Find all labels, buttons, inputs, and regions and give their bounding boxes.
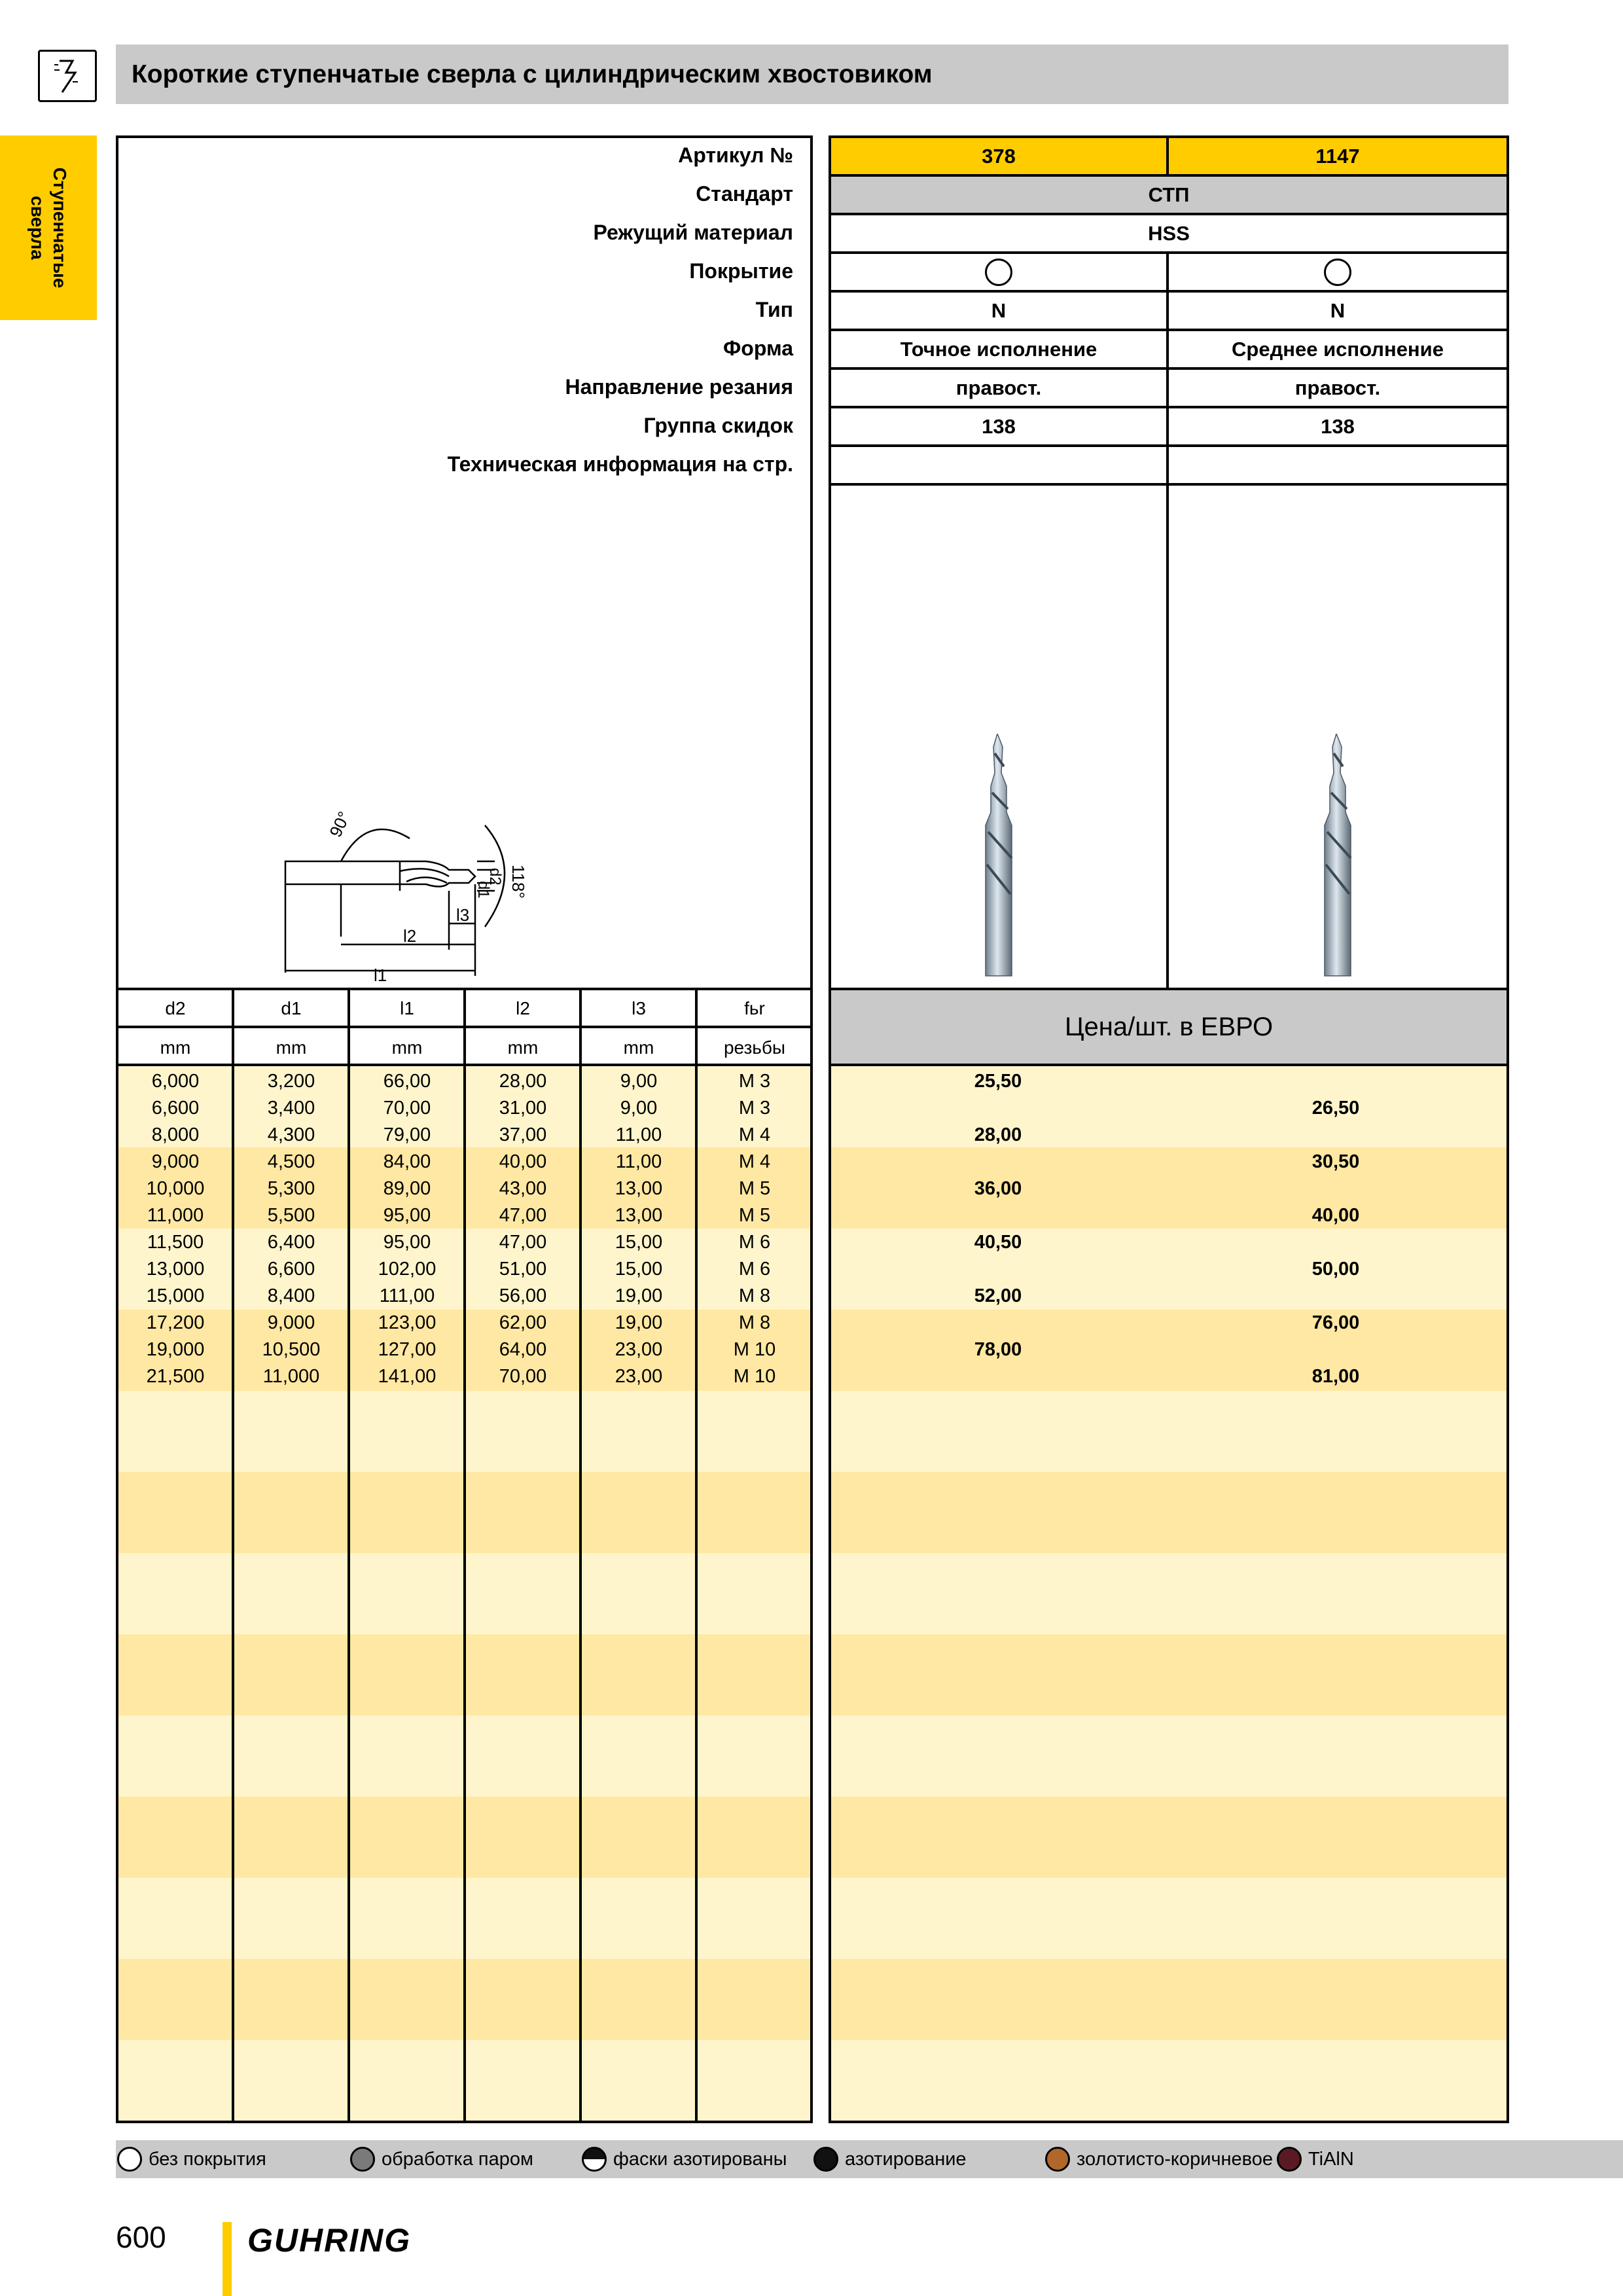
- cell-d1: 4,500: [267, 1151, 315, 1172]
- cell-d1: 6,400: [267, 1232, 315, 1253]
- cell-l3: 15,00: [615, 1259, 663, 1280]
- cell-d2: 13,000: [146, 1259, 205, 1280]
- cell-d2: 19,000: [146, 1339, 205, 1360]
- stripe: [831, 1715, 1507, 1797]
- section-tab-line2: сверла: [27, 196, 48, 260]
- stripe: [831, 1553, 1507, 1634]
- form-378: Точное исполнение: [900, 337, 1097, 361]
- col-l3: l3: [632, 998, 646, 1018]
- stripe: [831, 2040, 1507, 2121]
- cell-d1: 5,300: [267, 1178, 315, 1199]
- tech-info-row: [831, 447, 1507, 486]
- uncoated-circle-icon: [985, 259, 1012, 286]
- cell-d1: 3,400: [267, 1098, 315, 1119]
- col-d1: d1: [281, 998, 302, 1018]
- divider: [1166, 408, 1169, 447]
- spec-label-article: Артикул №: [678, 143, 793, 167]
- cell-d2: 6,600: [151, 1098, 200, 1119]
- drill-image-1147: [1311, 734, 1364, 982]
- cell-l2: 70,00: [499, 1366, 547, 1387]
- stripe: [831, 1878, 1507, 1959]
- steam-treated-icon: [350, 2147, 375, 2172]
- col-thread: fьr: [744, 998, 765, 1018]
- d2-label: d2: [486, 868, 504, 886]
- price-378-row3: 28,00: [974, 1124, 1022, 1145]
- cell-thread: M 10: [733, 1339, 776, 1360]
- cell-l2: 31,00: [499, 1098, 547, 1119]
- stripe: [118, 2121, 810, 2123]
- cell-d1: 4,300: [267, 1124, 315, 1145]
- material-value: HSS: [1148, 221, 1190, 245]
- spec-label-coating: Покрытие: [689, 259, 793, 283]
- table-row: [118, 1283, 810, 1310]
- l1-label: l1: [374, 965, 387, 985]
- standard-value: СТП: [1148, 183, 1190, 206]
- divider: [1166, 447, 1169, 486]
- spec-label-standard: Стандарт: [696, 182, 793, 206]
- cell-l3: 23,00: [615, 1366, 663, 1387]
- cell-l1: 84,00: [383, 1151, 431, 1172]
- legend-item: [1277, 2140, 1354, 2178]
- brand-wordmark: GUHRING: [247, 2222, 412, 2259]
- cell-d2: 8,000: [151, 1124, 200, 1145]
- table-row: [118, 1175, 810, 1202]
- unit-l3: mm: [623, 1037, 654, 1058]
- cell-l2: 47,00: [499, 1205, 547, 1226]
- price-1147-row8: 50,00: [1311, 1259, 1360, 1280]
- discount-378: 138: [982, 414, 1016, 438]
- direction-1147: правост.: [1294, 376, 1381, 399]
- cell-d1: 11,000: [262, 1366, 320, 1387]
- cell-l3: 11,00: [615, 1124, 662, 1145]
- table-row: [118, 1336, 810, 1363]
- section-tab-label: [26, 168, 71, 289]
- drill-image-378: [972, 734, 1025, 982]
- legend-label: TiAlN: [1308, 2148, 1354, 2170]
- col-l1: l1: [400, 998, 414, 1018]
- section-tab-line1: Ступенчатые: [50, 167, 70, 289]
- cell-d1: 3,200: [267, 1071, 315, 1092]
- legend-label: без покрытия: [149, 2148, 266, 2170]
- divider: [1166, 138, 1169, 177]
- cell-l3: 15,00: [615, 1232, 663, 1253]
- unit-d1: mm: [276, 1037, 307, 1058]
- direction-378: правост.: [955, 376, 1042, 399]
- stripe: [831, 1959, 1507, 2040]
- divider: [1166, 331, 1169, 370]
- legend-label: азотирование: [845, 2148, 967, 2170]
- cell-thread: M 4: [738, 1151, 771, 1172]
- gold-brown-icon: [1045, 2147, 1070, 2172]
- table-row: [118, 1229, 810, 1256]
- material-row: [831, 215, 1507, 254]
- cell-l3: 19,00: [615, 1312, 663, 1333]
- brand-logo-icon: [38, 50, 97, 102]
- cell-l1: 102,00: [378, 1259, 437, 1280]
- cell-d2: 11,500: [147, 1232, 204, 1253]
- table-row: [118, 1122, 810, 1149]
- cell-l1: 127,00: [378, 1339, 437, 1360]
- cell-thread: M 8: [738, 1285, 771, 1306]
- table-row: [118, 1149, 810, 1175]
- articles-panel: [829, 135, 1509, 2123]
- cell-thread: M 3: [738, 1098, 771, 1119]
- cell-l3: 13,00: [615, 1178, 663, 1199]
- table-row: [118, 1202, 810, 1229]
- cell-l1: 123,00: [378, 1312, 437, 1333]
- unit-thread: резьбы: [723, 1037, 786, 1058]
- cell-l2: 51,00: [499, 1259, 547, 1280]
- cell-l3: 9,00: [620, 1098, 658, 1119]
- cell-l2: 37,00: [499, 1124, 547, 1145]
- table-row: [118, 1068, 810, 1095]
- form-1147: Среднее исполнение: [1232, 337, 1444, 361]
- l2-label: l2: [403, 926, 417, 946]
- cell-l3: 19,00: [615, 1285, 663, 1306]
- legend-label: фаски азотированы: [613, 2148, 787, 2170]
- page-number: 600: [116, 2220, 166, 2254]
- table-row: [118, 1256, 810, 1283]
- cell-d2: 9,000: [151, 1151, 200, 1172]
- stripe: [831, 1797, 1507, 1878]
- price-378-row9: 52,00: [974, 1285, 1022, 1306]
- cell-l1: 89,00: [383, 1178, 431, 1199]
- type-1147: N: [1330, 298, 1346, 322]
- cell-l3: 23,00: [615, 1339, 663, 1360]
- divider: [1166, 293, 1169, 331]
- price-378-row1: 25,50: [974, 1071, 1022, 1092]
- article-1147[interactable]: 1147: [1315, 144, 1360, 168]
- tialn-icon: [1277, 2147, 1302, 2172]
- price-header-label: Цена/шт. в ЕВРО: [1064, 1013, 1274, 1041]
- uncoated-circle-icon: [1324, 259, 1351, 286]
- l3-label: l3: [456, 905, 470, 925]
- page-title: Короткие ступенчатые сверла с цилиндрическим хвостовиком: [132, 60, 933, 88]
- cell-l3: 9,00: [620, 1071, 658, 1092]
- coating-legend: [116, 2140, 1623, 2178]
- cell-l2: 64,00: [499, 1339, 547, 1360]
- dimensions-panel: [116, 135, 813, 2123]
- divider: [831, 988, 1507, 990]
- col-l2: l2: [516, 998, 530, 1018]
- cell-l2: 40,00: [499, 1151, 547, 1172]
- section-tab[interactable]: [0, 135, 97, 320]
- price-378-row5: 36,00: [974, 1178, 1022, 1199]
- spec-label-type: Тип: [755, 298, 793, 321]
- cell-d2: 6,000: [151, 1071, 200, 1092]
- type-row: [831, 293, 1507, 331]
- stripe: [831, 1634, 1507, 1715]
- spec-label-material: Режущий материал: [593, 221, 793, 244]
- cell-d2: 15,000: [146, 1285, 205, 1306]
- price-1147-row10: 76,00: [1311, 1312, 1360, 1333]
- spec-labels-area: [118, 138, 810, 990]
- unit-l1: mm: [391, 1037, 423, 1058]
- table-row: [118, 1095, 810, 1122]
- table-row: [118, 1310, 810, 1336]
- cell-d1: 9,000: [267, 1312, 315, 1333]
- divider: [1166, 370, 1169, 408]
- tech-info-378[interactable]: [831, 447, 1166, 483]
- cell-l2: 43,00: [499, 1178, 547, 1199]
- price-378-row7: 40,50: [974, 1232, 1022, 1253]
- cell-l1: 66,00: [383, 1071, 431, 1092]
- cell-l3: 11,00: [615, 1151, 662, 1172]
- drill-drawing: [269, 786, 635, 989]
- cell-l3: 13,00: [615, 1205, 663, 1226]
- cell-l2: 47,00: [499, 1232, 547, 1253]
- price-1147-row4: 30,50: [1311, 1151, 1360, 1172]
- price-1147-row2: 26,50: [1311, 1098, 1360, 1119]
- price-378-row11: 78,00: [974, 1339, 1022, 1360]
- cell-d2: 17,200: [146, 1312, 205, 1333]
- cell-thread: M 10: [733, 1366, 776, 1387]
- legend-item: [813, 2140, 967, 2178]
- divider: [1166, 486, 1169, 990]
- coating-row: [831, 254, 1507, 293]
- cell-d1: 8,400: [267, 1285, 315, 1306]
- cell-d1: 6,600: [267, 1259, 315, 1280]
- price-1147-row12: 81,00: [1311, 1366, 1360, 1387]
- angle-90-label: 90°: [325, 808, 355, 840]
- cell-thread: M 6: [738, 1232, 771, 1253]
- tech-info-1147[interactable]: [1169, 447, 1507, 483]
- discount-row: [831, 408, 1507, 447]
- nitrided-icon: [813, 2147, 838, 2172]
- stripe: [831, 2121, 1507, 2123]
- discount-1147: 138: [1321, 414, 1355, 438]
- cell-d2: 11,000: [147, 1205, 204, 1226]
- price-header: [831, 990, 1507, 1066]
- divider: [1166, 254, 1169, 293]
- angle-118-label: 118°: [508, 865, 528, 899]
- cell-l1: 141,00: [378, 1366, 437, 1387]
- cell-l2: 56,00: [499, 1285, 547, 1306]
- stripe: [831, 1472, 1507, 1553]
- spec-label-discount: Группа скидок: [643, 414, 793, 437]
- cell-d1: 5,500: [267, 1205, 315, 1226]
- cell-l1: 95,00: [383, 1232, 431, 1253]
- table-row: [118, 1363, 810, 1390]
- footer-accent-bar: [223, 2222, 232, 2296]
- stripe: [831, 1391, 1507, 1472]
- unit-l2: mm: [507, 1037, 539, 1058]
- form-row: [831, 331, 1507, 370]
- spec-label-tech-info: Техническая информация на стр.: [447, 452, 793, 476]
- type-378: N: [991, 298, 1007, 322]
- legend-label: золотисто-коричневое: [1077, 2148, 1273, 2170]
- article-number-row: [831, 138, 1507, 177]
- legend-item: [582, 2140, 787, 2178]
- cell-thread: M 8: [738, 1312, 771, 1333]
- article-378[interactable]: 378: [982, 144, 1016, 168]
- nitrided-chamfers-icon: [582, 2147, 607, 2172]
- uncoated-icon: [117, 2147, 142, 2172]
- d1-label: d1: [474, 881, 492, 899]
- standard-row: [831, 177, 1507, 215]
- cell-l2: 62,00: [499, 1312, 547, 1333]
- cell-l1: 70,00: [383, 1098, 431, 1119]
- cell-thread: M 5: [738, 1178, 771, 1199]
- legend-item: [1045, 2140, 1273, 2178]
- legend-item: [350, 2140, 533, 2178]
- cell-d2: 21,500: [146, 1366, 205, 1387]
- direction-row: [831, 370, 1507, 408]
- cell-thread: M 6: [738, 1259, 771, 1280]
- legend-item: [117, 2140, 266, 2178]
- cell-l1: 95,00: [383, 1205, 431, 1226]
- spec-label-form: Форма: [722, 336, 793, 360]
- cell-thread: M 4: [738, 1124, 771, 1145]
- cell-d1: 10,500: [262, 1339, 321, 1360]
- cell-thread: M 5: [738, 1205, 771, 1226]
- price-1147-row6: 40,00: [1311, 1205, 1360, 1226]
- cell-thread: M 3: [738, 1071, 771, 1092]
- col-d2: d2: [165, 998, 186, 1018]
- cell-l1: 111,00: [379, 1285, 435, 1306]
- title-bar: [116, 45, 1508, 104]
- cell-l2: 28,00: [499, 1071, 547, 1092]
- legend-label: обработка паром: [382, 2148, 533, 2170]
- unit-d2: mm: [160, 1037, 191, 1058]
- cell-l1: 79,00: [383, 1124, 431, 1145]
- spec-label-direction: Направление резания: [565, 375, 793, 399]
- cell-d2: 10,000: [146, 1178, 205, 1199]
